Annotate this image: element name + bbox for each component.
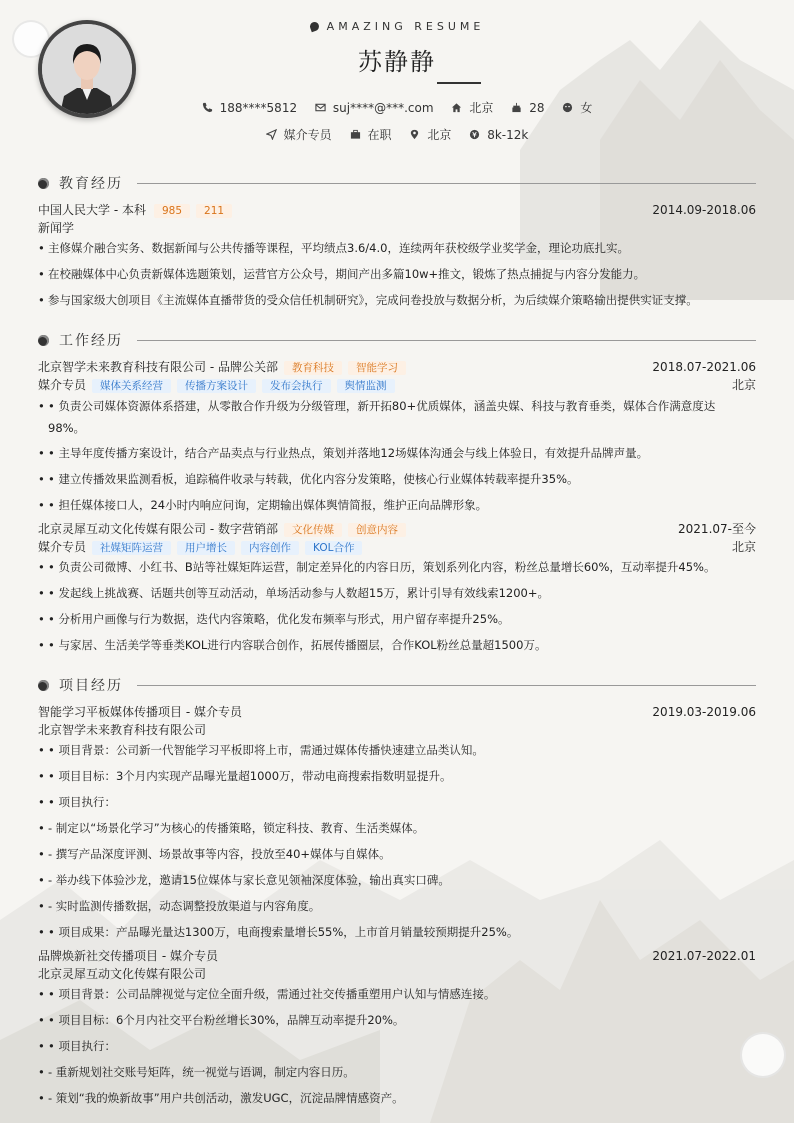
list-item: • • 项目成果：产品曝光量达1300万，电商搜索量增长55%，上市首月销量较预期提升25%。 bbox=[38, 925, 519, 939]
location-icon bbox=[409, 129, 420, 140]
job-role: 媒介专员 bbox=[38, 540, 87, 554]
candidate-name: 苏静静 bbox=[358, 48, 436, 76]
list-item: • • 负责公司微博、小红书、B站等社媒矩阵运营，制定差异化的内容日历，策划系列化内容，粉丝总量增长60%，互动率提升45%。 bbox=[38, 560, 716, 574]
target-city-text: 北京 bbox=[427, 128, 452, 142]
project-date: 2019.03-2019.06 bbox=[652, 705, 756, 719]
education-tag: 985 bbox=[154, 204, 190, 218]
skill-tag: 媒体关系经营 bbox=[92, 379, 171, 393]
job-date: 2018.07-2021.06 bbox=[652, 360, 756, 374]
job-role-row bbox=[38, 539, 756, 556]
job-date: 2021.07-至今 bbox=[678, 522, 756, 536]
phone-text: 188****5812 bbox=[219, 100, 298, 115]
list-item-continuation: 98%。 bbox=[48, 421, 86, 435]
section-divider bbox=[137, 340, 756, 341]
list-item: • • 项目目标：6个月内社交平台粉丝增长30%，品牌互动率提升20%。 bbox=[38, 1013, 405, 1027]
list-item: • • 负责公司媒体资源体系搭建，从零散合作升级为分级管理，新开拓80+优质媒体，涵盖央媒、科技与教育垂类，媒体合作满意度达 bbox=[38, 399, 716, 413]
name-underline bbox=[437, 82, 481, 84]
briefcase-icon bbox=[350, 129, 361, 140]
industry-tag: 教育科技 bbox=[284, 361, 342, 375]
list-item: • 主修媒介融合实务、数据新闻与公共传播等课程，平均绩点3.6/4.0，连续两年获校级学业奖学金，理论功底扎实。 bbox=[38, 241, 629, 255]
brand-label: AMAZING RESUME bbox=[0, 20, 794, 33]
job-role-row bbox=[38, 377, 756, 394]
email-text: suj****@***.com bbox=[332, 100, 434, 115]
skill-tag: 内容创作 bbox=[241, 541, 299, 555]
target-position-text: 媒介专员 bbox=[283, 128, 332, 142]
project-company: 北京智学未来教育科技有限公司 bbox=[38, 723, 207, 737]
job-intent-row bbox=[0, 126, 794, 143]
industry-tag: 创意内容 bbox=[348, 523, 406, 537]
list-item: • • 项目背景：公司新一代智能学习平板即将上市，需通过媒体传播快速建立品类认知。 bbox=[38, 743, 484, 757]
list-item: • • 建立传播效果监测看板，追踪稿件收录与转载，优化内容分发策略，使核心行业媒体转载率提升35%。 bbox=[38, 472, 579, 486]
education-tag: 211 bbox=[196, 204, 232, 218]
skill-tag: KOL合作 bbox=[305, 541, 362, 555]
section-divider bbox=[137, 685, 756, 686]
project-header bbox=[38, 948, 756, 965]
gender-icon bbox=[562, 102, 573, 113]
skill-tag: 传播方案设计 bbox=[177, 379, 256, 393]
mail-icon bbox=[315, 102, 326, 113]
cake-icon bbox=[511, 102, 522, 113]
section-drop-icon bbox=[38, 335, 49, 346]
company-name: 北京灵犀互动文化传媒有限公司 - 数字营销部 bbox=[38, 522, 278, 536]
section-drop-icon bbox=[38, 680, 49, 691]
list-item: • • 与家居、生活美学等垂类KOL进行内容联合创作，拓展传播圈层，合作KOL粉丝总量超1500万。 bbox=[38, 638, 547, 652]
list-item: • - 制定以“场景化学习”为核心的传播策略，锁定科技、教育、生活类媒体。 bbox=[38, 821, 425, 835]
contact-row bbox=[0, 99, 794, 116]
list-item: • - 策划“我的焕新故事”用户共创活动，激发UGC，沉淀品牌情感资产。 bbox=[38, 1091, 404, 1105]
employment-status-text: 在职 bbox=[367, 128, 392, 142]
job-city: 北京 bbox=[731, 540, 756, 554]
skill-tag: 发布会执行 bbox=[262, 379, 331, 393]
age-text: 28 bbox=[529, 100, 545, 115]
job-city: 北京 bbox=[731, 378, 756, 392]
major: 新闻学 bbox=[38, 221, 75, 235]
job-role: 媒介专员 bbox=[38, 378, 87, 392]
salary-text: 8k-12k bbox=[487, 127, 529, 142]
job-header bbox=[38, 359, 756, 376]
education-header bbox=[38, 202, 756, 219]
skill-tag: 用户增长 bbox=[177, 541, 235, 555]
list-item: • - 撰写产品深度评测、场景故事等内容，投放至40+媒体与自媒体。 bbox=[38, 847, 391, 861]
section-work-title: 工作经历 bbox=[38, 331, 756, 349]
project-name: 品牌焕新社交传播项目 - 媒介专员 bbox=[38, 949, 218, 963]
industry-tag: 智能学习 bbox=[348, 361, 406, 375]
project-name: 智能学习平板媒体传播项目 - 媒介专员 bbox=[38, 705, 242, 719]
phone-icon bbox=[202, 102, 213, 113]
skill-tag: 社媒矩阵运营 bbox=[92, 541, 171, 555]
list-item: • • 项目执行： bbox=[38, 1039, 116, 1053]
list-item: • • 项目执行： bbox=[38, 795, 116, 809]
job-header bbox=[38, 521, 756, 538]
education-date: 2014.09-2018.06 bbox=[652, 203, 756, 217]
list-item: • • 担任媒体接口人，24小时内响应问询，定期输出媒体舆情简报，维护正向品牌形象。 bbox=[38, 498, 488, 512]
company-name: 北京智学未来教育科技有限公司 - 品牌公关部 bbox=[38, 360, 278, 374]
list-item: • 参与国家级大创项目《主流媒体直播带货的受众信任机制研究》，完成问卷投放与数据分析，为后续媒介策略输出提供实证支撑。 bbox=[38, 293, 698, 307]
list-item: • • 项目目标：3个月内实现产品曝光量超1000万，带动电商搜索指数明显提升。 bbox=[38, 769, 452, 783]
brand-drop-icon bbox=[308, 21, 320, 33]
school-name: 中国人民大学 - 本科 bbox=[38, 203, 146, 217]
send-icon bbox=[266, 129, 277, 140]
section-education-title: 教育经历 bbox=[38, 174, 756, 192]
hometown-text: 北京 bbox=[469, 101, 494, 115]
list-item: • - 举办线下体验沙龙，邀请15位媒体与家长意见领袖深度体验，输出真实口碑。 bbox=[38, 873, 450, 887]
project-company: 北京灵犀互动文化传媒有限公司 bbox=[38, 967, 207, 981]
list-item: • - 实时监测传播数据，动态调整投放渠道与内容角度。 bbox=[38, 899, 321, 913]
list-item: • 在校融媒体中心负责新媒体选题策划，运营官方公众号，期间产出多篇10w+推文，锻炼了热点捕捉与内容分发能力。 bbox=[38, 267, 646, 281]
list-item: • • 主导年度传播方案设计，结合产品卖点与行业热点，策划并落地12场媒体沟通会与线上体验日，有效提升品牌声量。 bbox=[38, 446, 649, 460]
industry-tag: 文化传媒 bbox=[284, 523, 342, 537]
gender-text: 女 bbox=[580, 101, 593, 115]
skill-tag: 舆情监测 bbox=[337, 379, 395, 393]
home-icon bbox=[451, 102, 462, 113]
section-drop-icon bbox=[38, 178, 49, 189]
list-item: • • 分析用户画像与行为数据，迭代内容策略，优化发布频率与形式，用户留存率提升25%。 bbox=[38, 612, 510, 626]
list-item: • - 重新规划社交账号矩阵，统一视觉与语调，制定内容日历。 bbox=[38, 1065, 355, 1079]
section-divider bbox=[137, 183, 756, 184]
section-project-title: 项目经历 bbox=[38, 676, 756, 694]
salary-icon bbox=[469, 129, 480, 140]
list-item: • • 项目背景：公司品牌视觉与定位全面升级，需通过社交传播重塑用户认知与情感连接。 bbox=[38, 987, 496, 1001]
list-item: • • 发起线上挑战赛、话题共创等互动活动，单场活动参与人数超15万，累计引导有效线索1200+。 bbox=[38, 586, 549, 600]
project-header bbox=[38, 704, 756, 721]
project-date: 2021.07-2022.01 bbox=[652, 949, 756, 963]
